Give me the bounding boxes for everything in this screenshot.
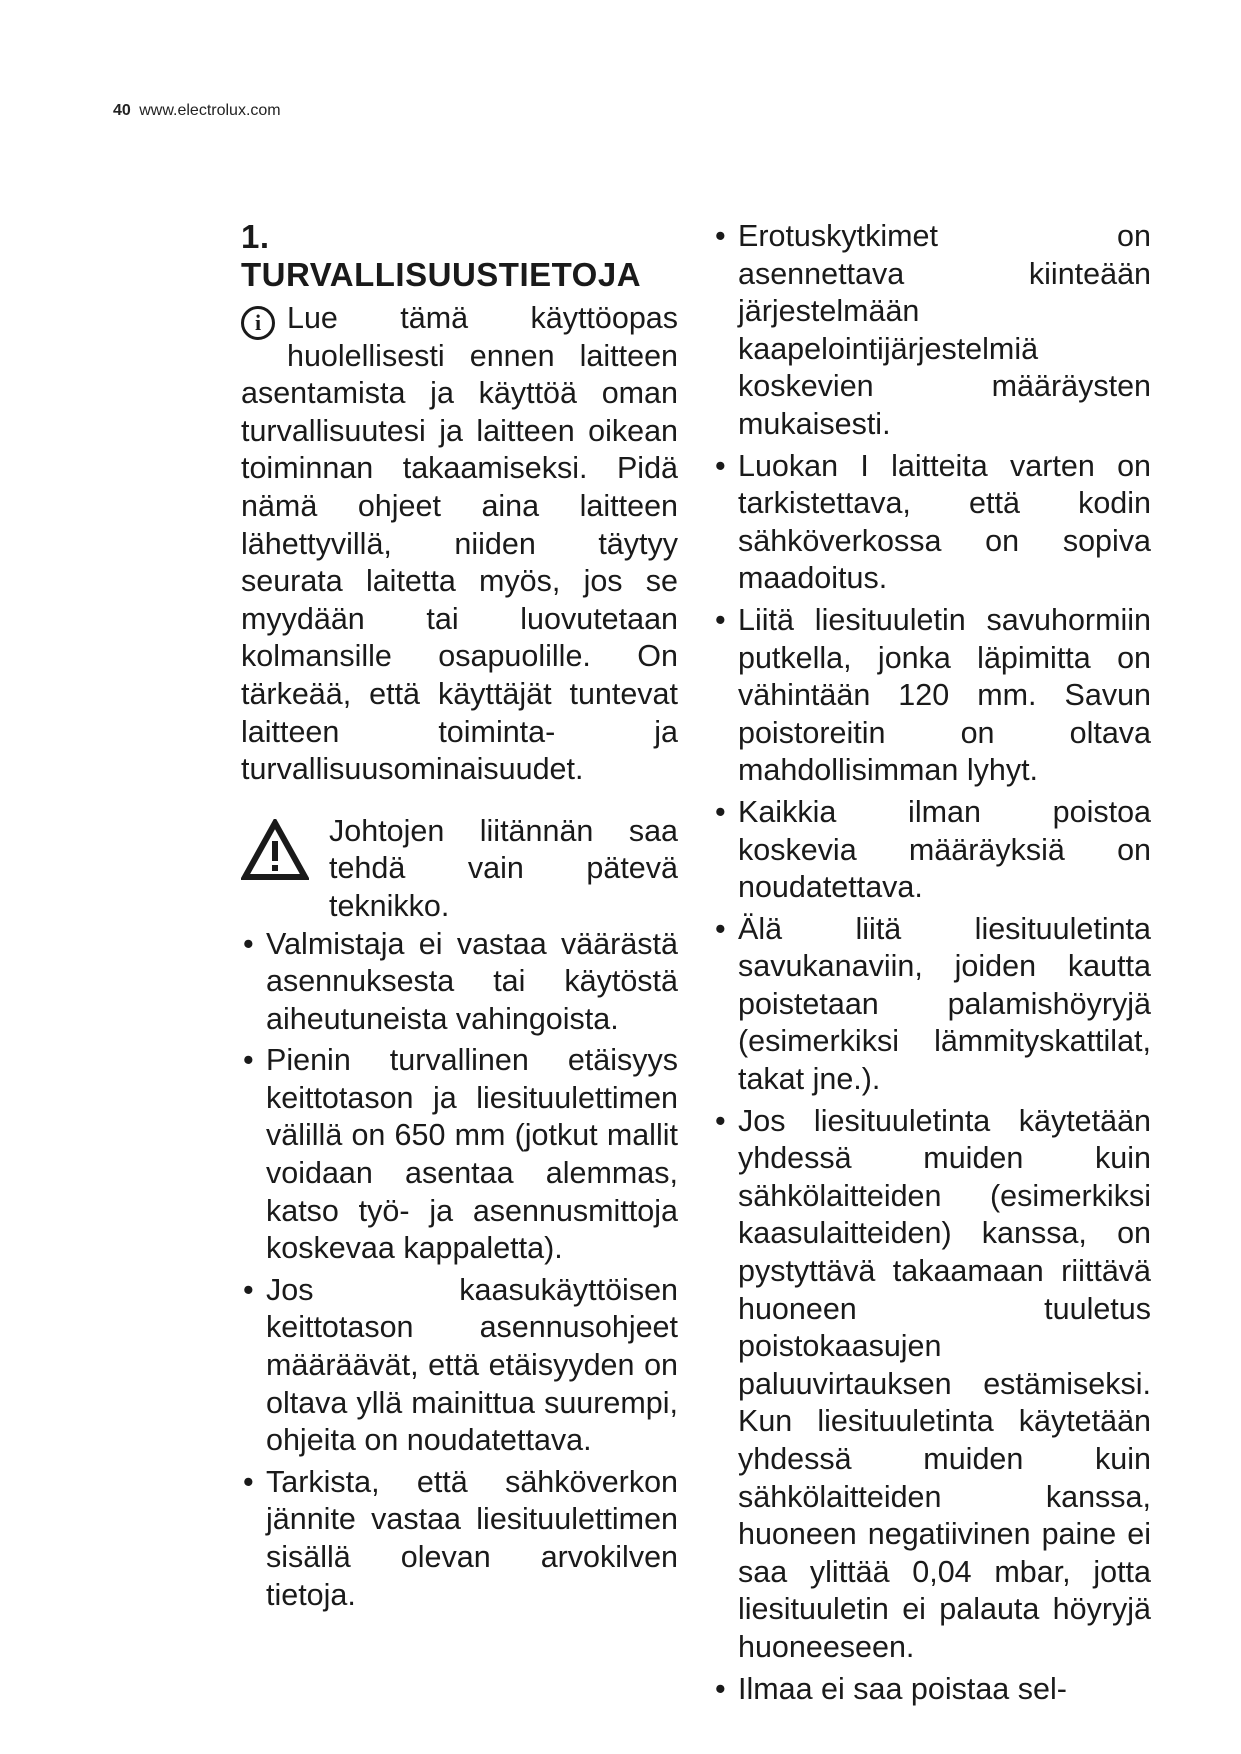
list-item: • Kaikkia ilman poistoa koskevia määräyksiä on noudatettava. [713,794,1151,907]
list-item: • Tarkista, että sähköverkon jännite vastaa liesituulettimen sisällä olevan arvokilven tietoja. [241,1464,678,1614]
page-number: 40 [113,102,131,119]
list-item: • Luokan I laitteita varten on tarkistettava, että kodin sähköverkossa on sopiva maadoitus. [713,448,1151,598]
intro-paragraph [241,300,678,789]
page-header [113,102,281,120]
list-item: • Pienin turvallinen etäisyys keittotason ja liesituulettimen välillä on 650 mm (jotkut mallit voidaan asentaa alemmas, katso työ- ja asennusmittoja koskevaa kappaletta). [241,1042,678,1268]
list-item: • Liitä liesituuletin savuhormiin putkella, jonka läpimitta on vähintään 120 mm. Savun poistoreitin on oltava mahdollisimman lyhyt. [713,602,1151,790]
list-item: • Ilmaa ei saa poistaa sel- [713,1671,1151,1709]
list-item: • Älä liitä liesituuletinta savukanaviin, joiden kautta poistetaan palamishöyryjä (esimerkiksi lämmityskattilat, takat jne.). [713,911,1151,1099]
info-icon: i [241,306,275,340]
left-column [241,218,678,1618]
list-item: • Jos liesituuletinta käytetään yhdessä muiden kuin sähkölaitteiden (esimerkiksi kaasulaitteiden) kanssa, on pystyttävä takaamaan riittävä huoneen tuuletus poistokaasujen paluuvirtauksen estämiseksi. Kun liesituuletinta käytetään yhdessä muiden kuin sähkölaitteiden kanssa, huoneen negatiivinen paine ei saa ylittää 0,04 mbar, jotta liesituuletin ei palauta höyryjä huoneeseen. [713,1103,1151,1667]
warning-block [241,813,678,926]
warning-text: Johtojen liitännän saa tehdä vain pätevä teknikko. [329,813,678,923]
list-item: • Jos kaasukäyttöisen keittotason asennusohjeet määräävät, että etäisyyden on oltava yllä mainittua suurempi, ohjeita on noudatettava. [241,1272,678,1460]
section-title: 1. TURVALLISUUSTIETOJA [241,218,642,293]
warning-triangle-icon [241,819,309,881]
site-url: www.electrolux.com [139,102,281,119]
list-item: • Valmistaja ei vastaa väärästä asennuksesta tai käytöstä aiheutuneista vahingoista. [241,926,678,1039]
list-item: • Erotuskytkimet on asennettava kiinteään järjestelmään kaapelointijärjestelmiä koskevien määräysten mukaisesti. [713,218,1151,444]
right-bullet-list [713,218,1151,1708]
left-bullet-list [241,926,678,1615]
right-column [713,218,1151,1712]
intro-text: Lue tämä käyttöopas huolellisesti ennen laitteen asentamista ja käyttöä oman turvallisuutesi ja laitteen oikean toiminnan takaamiseksi. Pidä nämä ohjeet aina laitteen lähettyvillä, niiden täytyy seurata laitetta myös, jos se myydään tai luovutetaan kolmansille osapuolille. On tärkeää, että käyttäjät tuntevat laitteen toiminta- ja turvallisuusominaisuudet. [241,301,678,787]
